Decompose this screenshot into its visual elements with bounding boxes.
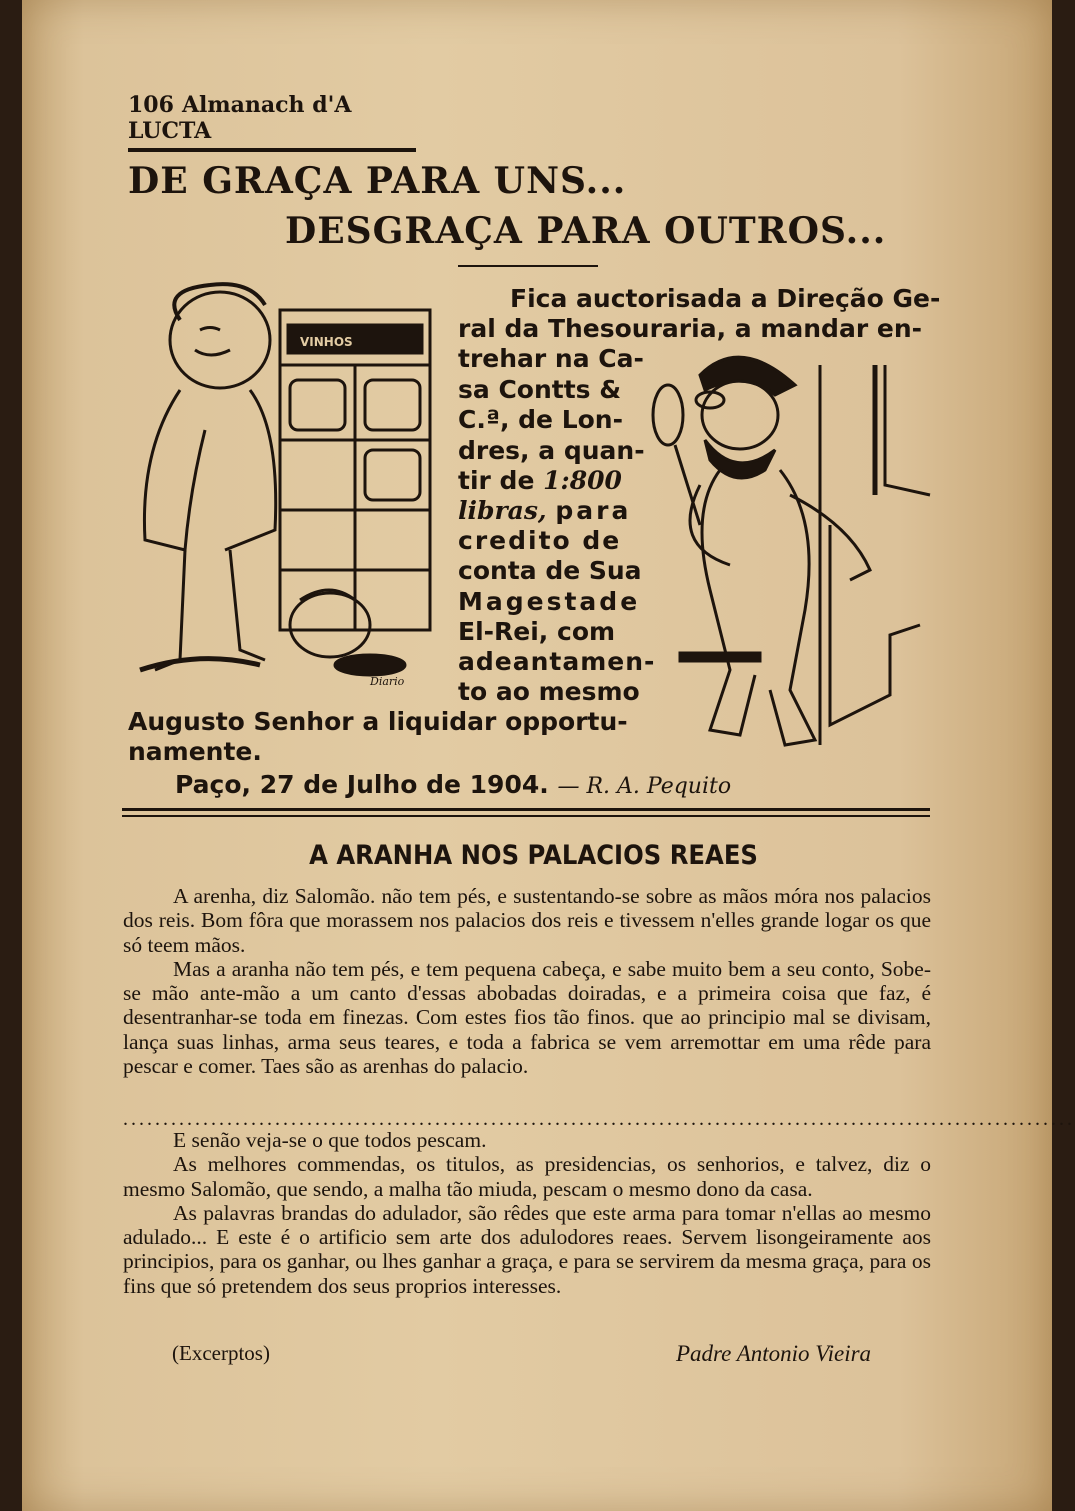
article-body [123,1128,931,1298]
text-line: conta de Sua [458,556,642,585]
paragraph: Mas a aranha não tem pés, e tem pequena cabeça, e sabe muito bem a seu conto, Sobe-se mão ante-mão a um canto d'essas abobadas doiradas, e a primeira coisa que faz, é desentranhar-se toda em finezas. Com estes fios tão finos. que ao principio mal se divisam, lança suas linhas, arma seus teares, e toda a fabrica se vem arremottar em uma rêde para pescar e comer. Taes são as arenhas do palacio. [123,956,931,1079]
place-date: Paço, 27 de Julho de 1904. [175,770,549,799]
article-title-line-1: DE GRAÇA PARA UNS... [128,160,627,202]
dotted-separator: ....................................................................................................................... [123,1108,1075,1130]
text-fragment: para [555,496,632,525]
text-line: C.ª, de Lon- [458,405,623,434]
paragraph: A arenha, diz Salomão. não tem pés, e sustentando-se sobre as mãos móra nos palacios dos reis. Bom fôra que morassem nos palacios dos reis e tivessem n'elles grande logar os que só teem mãos. [123,884,931,957]
cabinet-label: VINHOS [300,335,353,349]
text-line [458,496,631,527]
artist-signature: Diario [370,675,405,688]
text-line: trehar na Ca- [458,344,644,373]
excerpt-label: (Excerptos) [172,1341,270,1365]
text-line: Fica auctorisada a Direção Ge- [510,284,941,313]
text-line: to ao mesmo [458,677,640,706]
section-title: A ARANHA NOS PALACIOS REAES [309,840,758,871]
article-title-line-2: DESGRAÇA PARA OUTROS... [285,210,887,252]
text-line: Magestade [458,587,641,616]
signature: — R. A. Pequito [557,774,732,799]
text-fragment: tir de [458,466,535,495]
section-divider [122,808,930,811]
text-line: credito de [458,526,622,555]
publication-title: Almanach d'A LUCTA [128,92,352,144]
text-line: Augusto Senhor a liquidar opportu- [128,707,628,736]
article-body [123,884,931,1078]
text-line: dres, a quan- [458,436,645,465]
amount: 1:800 [543,466,622,495]
text-line: sa Contts & [458,375,622,404]
page-number: 106 [128,92,174,118]
section-divider [122,815,930,817]
paragraph: As palavras brandas do adulador, são rêdes que este arma para tomar n'ellas ao mesmo adulado... E este é o artificio sem arte dos adulodores reaes. Servem lisongeiramente aos principios, para os ganhar, ou lhes ganhar a graça, e para se servirem da mesma graça, para os fins que só pretendem dos seus proprios interesses. [123,1200,931,1298]
paragraph: E senão veja-se o que todos pescam. [173,1128,487,1152]
date-signature [175,770,731,799]
cartoon-man-doorway [640,345,935,755]
divider [458,265,598,267]
author: Padre Antonio Vieira [676,1341,872,1366]
text-line: namente. [128,737,262,766]
cartoon-man-cabinet [140,280,450,700]
text-line [458,466,622,497]
text-line: adeantamen- [458,647,656,676]
currency: libras, [458,496,547,525]
text-line: ral da Thesouraria, a mandar en- [458,314,922,343]
text-line: El-Rei, com [458,617,616,646]
running-header [128,92,416,152]
paragraph: As melhores commendas, os titulos, as presidencias, os senhorios, e talvez, diz o mesmo Salomão, que sendo, a malha tão miuda, pescam o mesmo dono da casa. [123,1152,931,1201]
